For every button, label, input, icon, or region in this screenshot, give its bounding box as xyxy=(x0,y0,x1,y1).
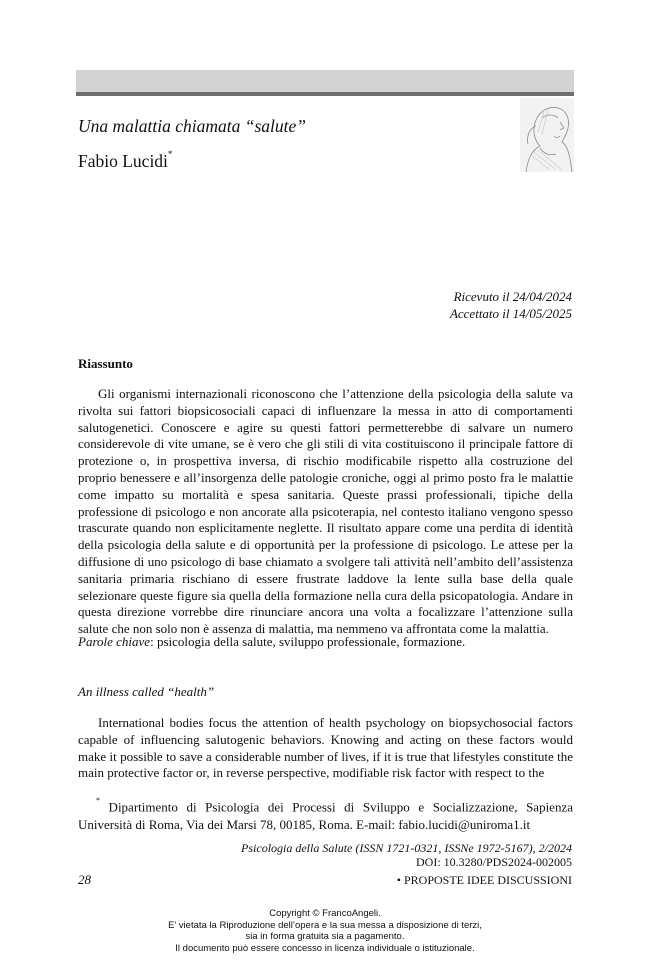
author-name-text: Fabio Lucidi xyxy=(78,151,168,171)
english-title: An illness called “health” xyxy=(78,684,215,699)
header-band xyxy=(76,70,574,92)
keywords-separator: : xyxy=(150,634,157,649)
page-number: 28 xyxy=(78,872,91,887)
received-date: Ricevuto il 24/04/2024 xyxy=(453,289,572,304)
portrait-engraving-image xyxy=(520,98,574,172)
abstract-heading: Riassunto xyxy=(78,356,133,371)
keywords-label: Parole chiave xyxy=(78,634,151,649)
footnote-marker: * xyxy=(96,796,100,805)
journal-info xyxy=(241,842,572,869)
submission-dates xyxy=(450,288,572,322)
section-label: • PROPOSTE IDEE DISCUSSIONI xyxy=(396,873,572,887)
copyright-line: sia in forma gratuita sia a pagamento. xyxy=(245,931,405,942)
doi: DOI: 10.3280/PDS2024-002005 xyxy=(415,854,572,869)
author-footnote-marker: * xyxy=(167,149,173,160)
keywords-text: psicologia della salute, sviluppo professionale, formazione. xyxy=(156,634,466,649)
keywords xyxy=(78,634,465,650)
copyright-line: Copyright © FrancoAngeli. xyxy=(269,908,381,919)
copyright-line: Il documento può essere concesso in licenza individuale o istituzionale. xyxy=(175,942,475,954)
author-footnote xyxy=(78,795,573,833)
author-name xyxy=(78,151,172,172)
journal-citation: Psicologia della Salute (ISSN 1721-0321, ISSNe 1972-5167), 2/2024 xyxy=(241,841,572,855)
article-title: Una malattia chiamata “salute” xyxy=(78,116,306,136)
abstract-english: International bodies focus the attention of health psychology on biopsychosocial factors capable of influencing salutogenic behaviors. Knowing and acting on these factors would make it possible to save a considerable number of lives, if it is true that lifestyles constitute the main protective factor or, in reverse perspective, modifiable risk factor with respect to the xyxy=(78,715,573,781)
accepted-date: Accettato il 14/05/2025 xyxy=(449,306,572,321)
header-rule xyxy=(76,92,574,96)
copyright-notice xyxy=(0,908,650,954)
abstract-italian: Gli organismi internazionali riconoscono che l’attenzione della psicologia della salute va rivolta sui fattori biopsicosociali capaci di influenzare la messa in atto di comportamenti salutogenetici. Conoscere e agire su questi fattori permetterebbe di salvare un numero considerevole di vite umane, se è vero che gli stili di vita costituiscono il principale fattore di protezione o, in prospettiva inversa, di rischio modificabile rispetto alla costruzione del proprio benessere e all’insorgenza delle patologie croniche, oggi al primo posto fra le malattie come impatto su mortalità e spesa sanitaria. Queste prassi professionali, tipiche della professione di psicologo e non ancorate alla psicoterapia, nel contesto italiano vengono spesso trascurate quando non esplicitamente neglette. Il risultato appare come una perdita di identità della psicologia della salute e di opportunità per la professione di psicologo. Le attese per la diffusione di uno psicologo di base chiamato a svolgere tali attività nell’ambito dell’assistenza sanitaria primaria rischiano di essere frustrate laddove la lente sulla base della quale selezionare queste figure sia quella della formazione nella cura della psicopatologia. Andare in questa direzione vorrebbe dire rinunciare ancora una volta a focalizzare l’attenzione sulla salute che non solo non è assenza di malattia, ma nemmeno va affrontata come la malattia. xyxy=(78,386,573,637)
copyright-line: E’ vietata la Riproduzione dell’opera e la sua messa a disposizione di terzi, xyxy=(168,919,482,931)
footnote-text: Dipartimento di Psicologia dei Processi di Sviluppo e Socializzazione, Sapienza Università di Roma, Via dei Marsi 78, 00185, Roma. E-mail: fabio.lucidi@uniroma1.it xyxy=(78,799,573,832)
